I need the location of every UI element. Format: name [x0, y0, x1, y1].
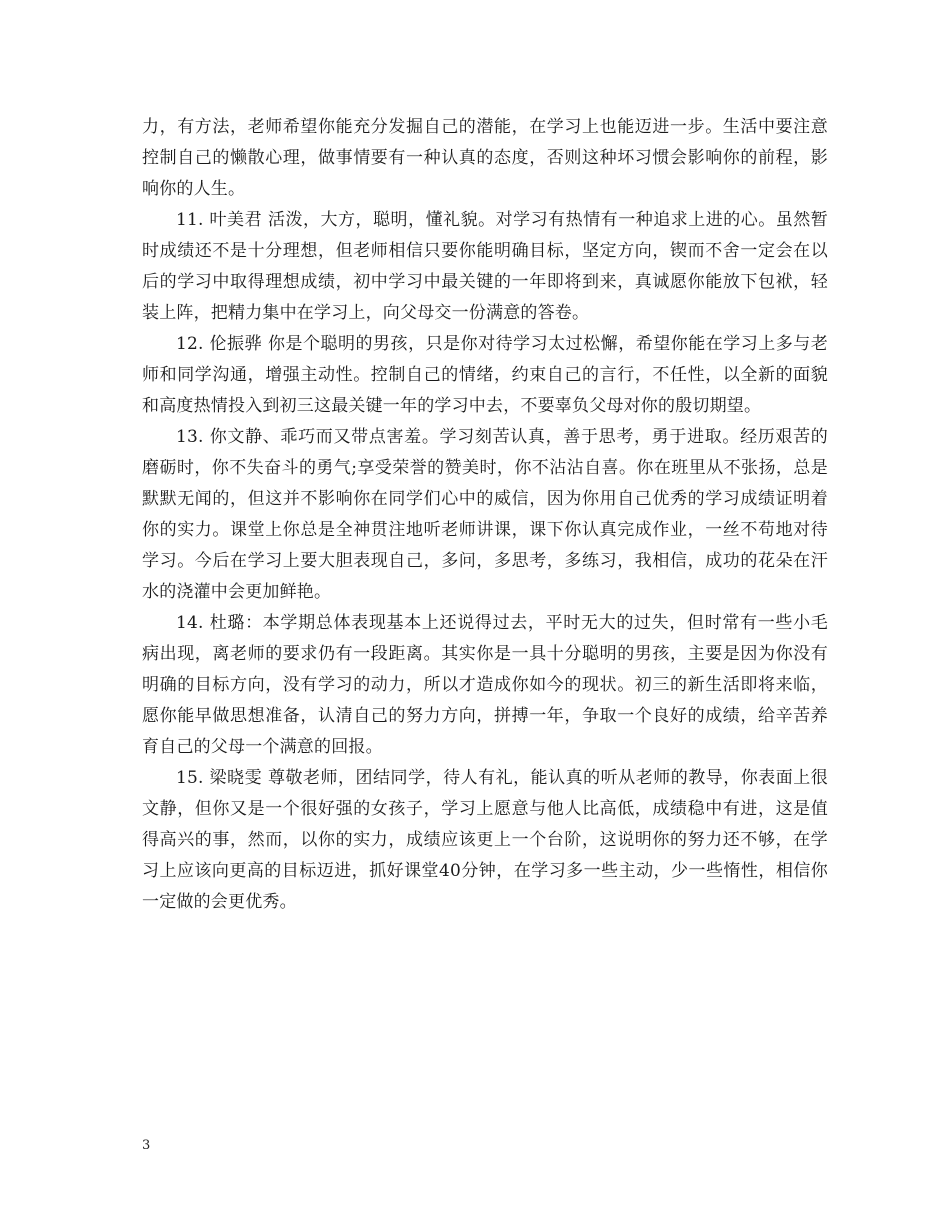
paragraph-comment-11: 11. 叶美君 活泼，大方，聪明，懂礼貌。对学习有热情有一种追求上进的心。虽然暂时成绩还不是十分理想，但老师相信只要你能明确目标，坚定方向，锲而不舍一定会在以后的学习中取得理想成绩，初中学习中最关键的一年即将到来，真诚愿你能放下包袱，轻装上阵，把精力集中在学习上，向父母交一份满意的答卷。	[142, 210, 828, 323]
paragraph-comment-15: 15. 梁晓雯 尊敬老师，团结同学，待人有礼，能认真的听从老师的教导，你表面上很文静，但你又是一个很好强的女孩子，学习上愿意与他人比高低，成绩稳中有进，这是值得高兴的事，然而，以你的实力，成绩应该更上一个台阶，这说明你的努力还不够，在学习上应该向更高的目标迈进，抓好课堂40分钟，在学习多一些主动，少一些惰性，相信你一定做的会更优秀。	[142, 768, 828, 912]
document-body	[142, 112, 828, 918]
paragraph-continuation: 力，有方法，老师希望你能充分发掘自己的潜能，在学习上也能迈进一步。生活中要注意控制自己的懒散心理，做事情要有一种认真的态度，否则这种坏习惯会影响你的前程，影响你的人生。	[142, 117, 828, 199]
paragraph-comment-12: 12. 伦振骅 你是个聪明的男孩，只是你对待学习太过松懈，希望你能在学习上多与老师和同学沟通，增强主动性。控制自己的情绪，约束自己的言行，不任性，以全新的面貌和高度热情投入到初三这最关键一年的学习中去，不要辜负父母对你的殷切期望。	[142, 334, 828, 416]
page-number: 3	[142, 1138, 151, 1153]
paragraph-comment-14: 14. 杜璐：本学期总体表现基本上还说得过去，平时无大的过失，但时常有一些小毛病出现，离老师的要求仍有一段距离。其实你是一具十分聪明的男孩，主要是因为你没有明确的目标方向，没有学习的动力，所以才造成你如今的现状。初三的新生活即将来临，愿你能早做思想准备，认清自己的努力方向，拼搏一年，争取一个良好的成绩，给辛苦养育自己的父母一个满意的回报。	[142, 613, 828, 757]
paragraph-comment-13: 13. 你文静、乖巧而又带点害羞。学习刻苦认真，善于思考，勇于进取。经历艰苦的磨砺时，你不失奋斗的勇气;享受荣誉的赞美时，你不沾沾自喜。你在班里从不张扬，总是默默无闻的，但这并不影响你在同学们心中的威信，因为你用自己优秀的学习成绩证明着你的实力。课堂上你总是全神贯注地听老师讲课，课下你认真完成作业，一丝不苟地对待学习。今后在学习上要大胆表现自己，多问，多思考，多练习，我相信，成功的花朵在汗水的浇灌中会更加鲜艳。	[142, 427, 828, 602]
